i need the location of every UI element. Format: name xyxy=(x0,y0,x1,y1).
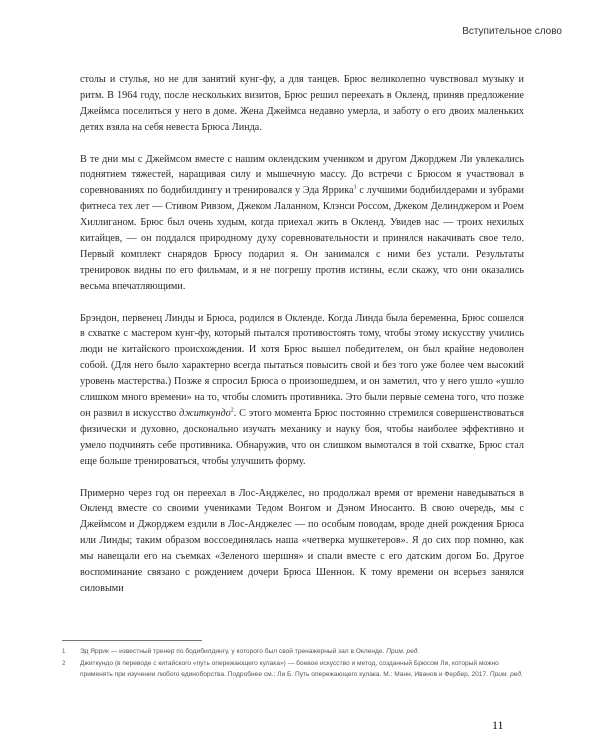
text-run: Брэндон, первенец Линды и Брюса, родился в Окленде. Когда Линда была беременна, Брюс сошелся в схватке с мастером кунг-фу, который пытался противостоять тому, чтобы этому искусству учились люди не китайского происхождения. И хотя Брюс вышел победителем, он был крайне недоволен собой. (Для него было характерно всегда пытаться повысить свой и без того уже более чем высокий уровень мастерства.) Позже я спросил Брюса о произошедшем, и он заметил, что у него ушло «ушло слишком много времени» на то, чтобы сломить противника. Это были первые семена того, что позже он развил в искусство xyxy=(80,312,524,419)
text-run: столы и стулья, но не для занятий кунг-фу, а для танцев. Брюс великолепно чувствовал музыку и ритм. В 1964 году, после нескольких визитов, Брюс решил переехать в Окленд, приняв предложение Джеймса поселиться у него в доме. Жена Джеймса недавно умерла, и заботу о его двоих маленьких детях взяла на себя невеста Брюса Линда. xyxy=(80,74,524,133)
footnotes xyxy=(62,647,524,682)
footnote-ref: 2 xyxy=(230,407,234,414)
editor-note: Прим. ред. xyxy=(489,670,523,678)
text-run: . С этого момента Брюс постоянно стремился совершенствоваться физически и духовно, досконально изучать механику и науку боя, чтобы наиболее эффективно и умело подчинять себе противника. Обнаружив, что он слишком вымотался в той схватке, Брюс стал еще больше тренироваться, чтобы улучшить форму. xyxy=(80,408,524,467)
footnote-divider xyxy=(62,640,202,641)
body-text xyxy=(80,72,524,597)
footnote-text: Джиткундо (в переводе с китайского «путь опережающего кулака») — боевое искусство и метод, созданный Брюсом Ли, который можно применять при изучении любого единоборства. Подробнее см.: Ли Б. Путь опережающего кулака. М.: Манн, Иванов и Фербер, 2017. Прим. ред. xyxy=(80,660,523,678)
paragraph xyxy=(80,311,524,470)
paragraph xyxy=(80,152,524,295)
page-number: 11 xyxy=(492,718,504,732)
text-run: В те дни мы с Джеймсом вместе с нашим оклендским учеником и другом Джорджем Ли увлекались поднятием тяжестей, наращивая силу и мышечную массу. До встречи с Брюсом я участвовал в соревнованиях по бодибилдингу и тренировался у Эда Яррика xyxy=(80,153,524,197)
paragraph xyxy=(80,486,524,597)
footnote-text: Эд Яррик — известный тренер по бодибилдингу, у которого был свой тренажерный зал в Окленде. Прим. ред. xyxy=(80,648,420,655)
paragraph xyxy=(80,72,524,136)
editor-note: Прим. ред. xyxy=(386,648,420,655)
emphasis: джиткундо xyxy=(179,408,231,419)
text-run: Примерно через год он переехал в Лос-Анджелес, но продолжал время от времени наведываться в Окленд вместе со своими учениками Тедом Вонгом и Дэном Иносанто. В свою очередь, мы с Джеймсом и Джорджем ездили в Лос-Анджелес — по особым поводам, вроде дней рождения Брюса или Линды; таким образом воссоединялась наша «четверка мушкетеров». Я до сих пор помню, как мы навещали его на съемках «Зеленого шершня» и спали вместе с его датским догом Бо. Другое воспоминание связано с рождением дочери Брюса Шеннон. К тому времени он всерьез занялся силовыми xyxy=(80,487,524,594)
text-run: с лучшими бодибилдерами и зубрами фитнеса тех лет — Стивом Ривзом, Джеком Лаланном, Клэнси Россом, Джеком Делинджером и Роем Хиллиганом. Брюс был очень худым, когда приехал жить в Окленд. Увидев нас — троих нехилых китайцев, — он поддался природному духу соревновательности и принялся накачивать свое тело. Первый комплект снарядов Брюсу подарил я. Он занимался с ними без устали. Результаты тренировок видны по его фильмам, и я не погрешу против истины, если скажу, что они оказались весьма впечатляющими. xyxy=(80,185,524,292)
running-head: Вступительное слово xyxy=(462,26,562,37)
footnote xyxy=(62,659,524,680)
footnote-ref: 1 xyxy=(353,184,357,191)
footnote-number: 1 xyxy=(62,649,66,655)
footnote-number: 2 xyxy=(62,661,66,668)
footnote xyxy=(62,647,524,657)
